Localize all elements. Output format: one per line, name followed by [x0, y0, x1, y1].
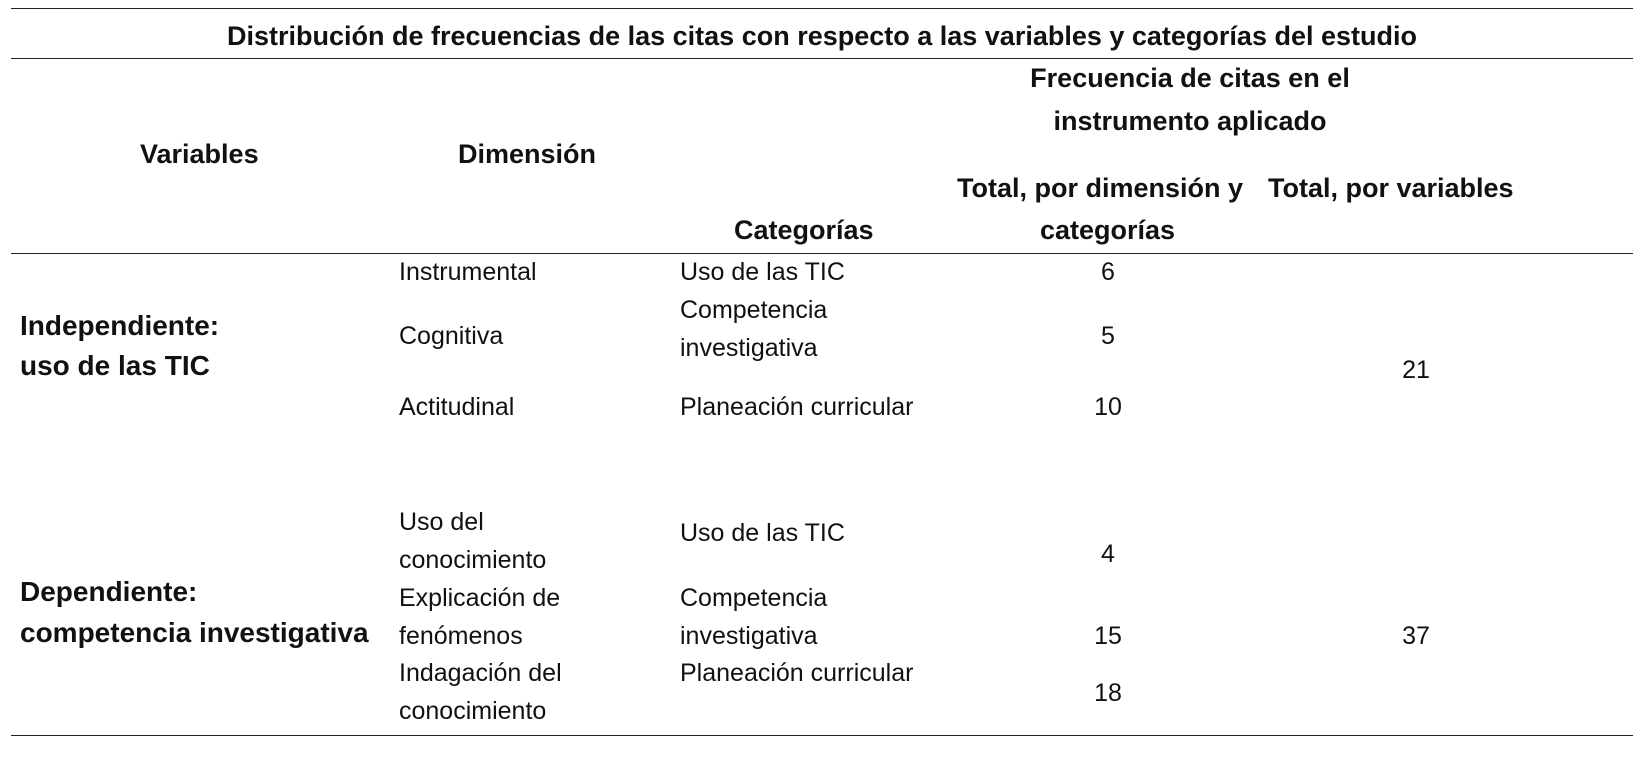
header-frecuencia-line2: instrumento aplicado [1053, 106, 1327, 136]
header-total-variables: Total, por variables [1268, 173, 1514, 203]
total-dimension-cell: 15 [1094, 622, 1122, 650]
header-frecuencia-line1: Frecuencia de citas en el [1030, 63, 1350, 93]
header-variables: Variables [140, 139, 259, 169]
dimension-cell: Explicación de [399, 584, 561, 612]
table-title: Distribución de frecuencias de las citas con respecto a las variables y categorías del estudio [227, 21, 1417, 51]
dimension-cell: Cognitiva [399, 322, 504, 350]
total-variable-cell: 21 [1402, 356, 1430, 384]
header-total-dimension-line2: categorías [1040, 215, 1176, 245]
total-variable-cell: 37 [1402, 622, 1430, 650]
header-categorias: Categorías [734, 215, 874, 245]
categoria-cell: investigativa [680, 622, 818, 650]
top-rule [11, 8, 1633, 9]
total-dimension-cell: 6 [1101, 258, 1115, 286]
categoria-cell: Uso de las TIC [680, 258, 845, 286]
categoria-cell: Planeación curricular [680, 393, 914, 421]
dimension-cell: Uso del [399, 508, 484, 536]
dimension-cell: Instrumental [399, 258, 537, 286]
categoria-cell: Planeación curricular [680, 659, 914, 687]
total-dimension-cell: 5 [1101, 322, 1115, 350]
header-dimension: Dimensión [458, 139, 597, 169]
total-dimension-cell: 10 [1094, 393, 1122, 421]
variable-independiente-line2: uso de las TIC [20, 350, 210, 381]
variable-dependiente-line2: competencia investigativa [20, 617, 369, 648]
dimension-cell: conocimiento [399, 546, 547, 574]
variable-independiente-line1: Independiente: [20, 310, 220, 341]
dimension-cell: conocimiento [399, 697, 547, 725]
header-total-dimension-line1: Total, por dimensión y [957, 173, 1244, 203]
total-dimension-cell: 4 [1101, 540, 1115, 568]
total-dimension-cell: 18 [1094, 679, 1122, 707]
dimension-cell: fenómenos [399, 622, 523, 650]
variable-dependiente-line1: Dependiente: [20, 576, 198, 607]
categoria-cell: Competencia [680, 584, 828, 612]
dimension-cell: Actitudinal [399, 393, 515, 421]
categoria-cell: investigativa [680, 334, 818, 362]
categoria-cell: Competencia [680, 296, 828, 324]
bottom-rule [11, 735, 1633, 736]
categoria-cell: Uso de las TIC [680, 519, 845, 547]
dimension-cell: Indagación del [399, 659, 562, 687]
